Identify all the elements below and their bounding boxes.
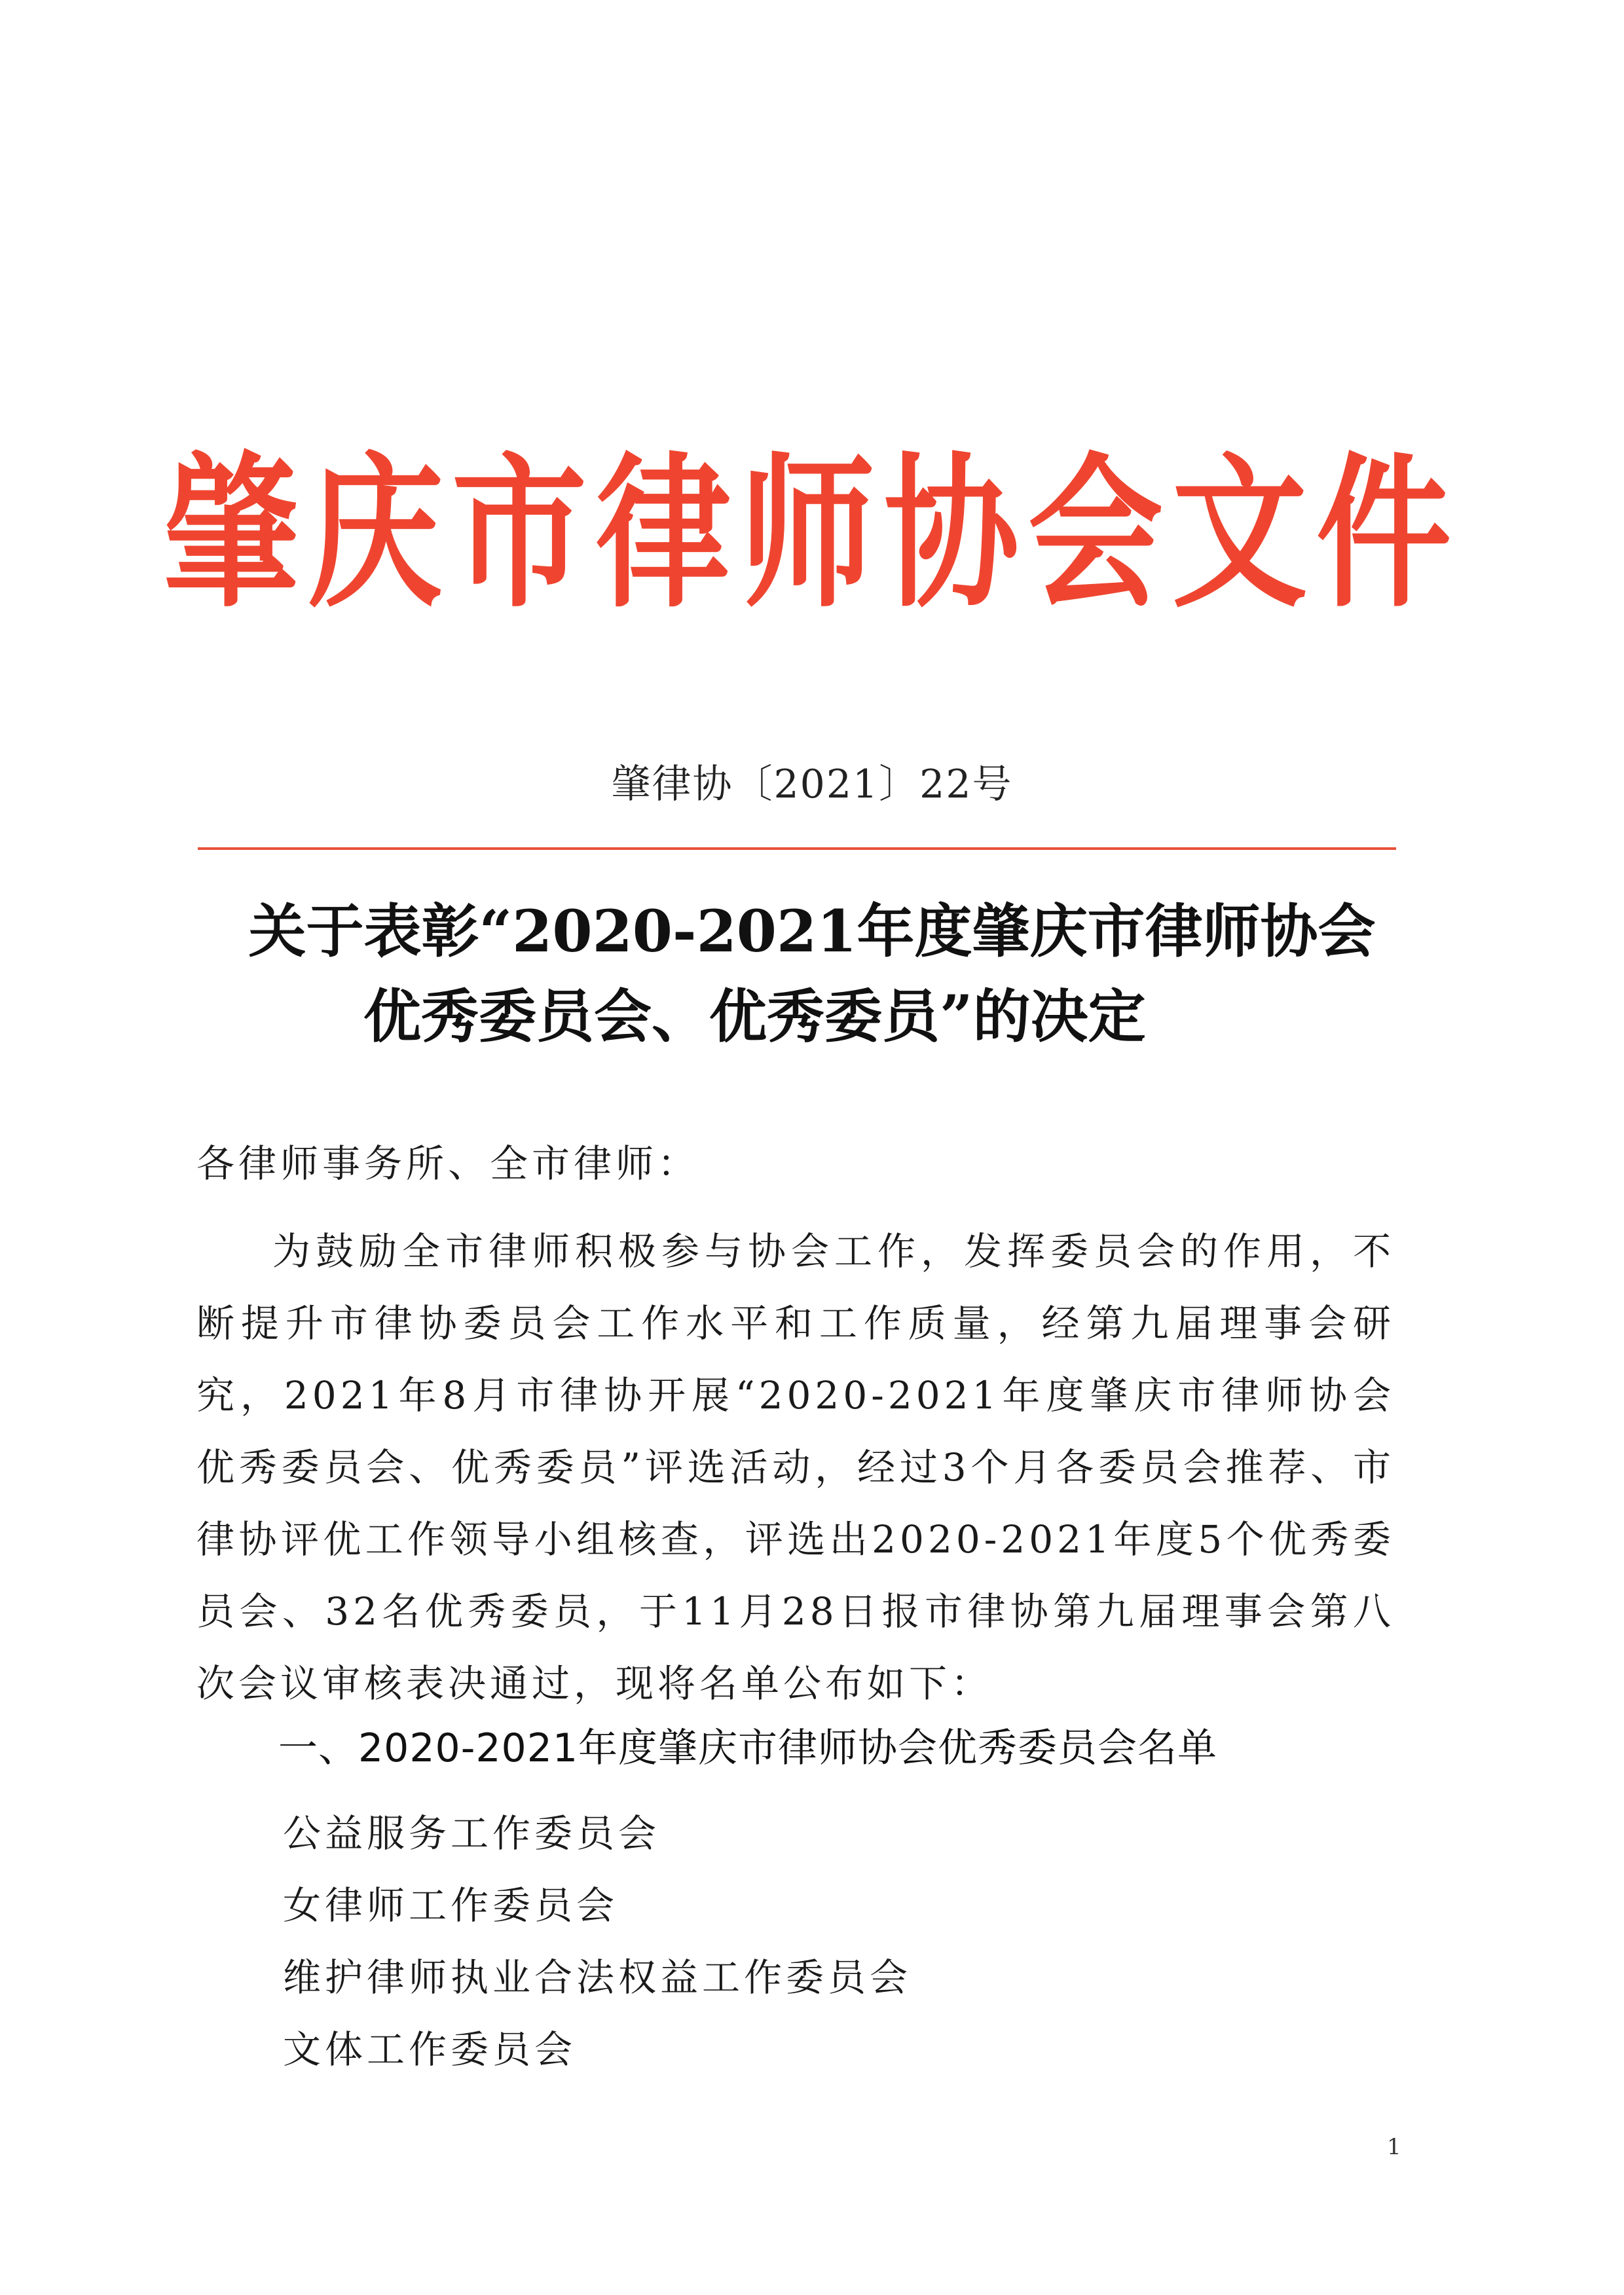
list-item: 女律师工作委员会 <box>283 1883 619 1928</box>
section-heading: 一、2020-2021年度肇庆市律师协会优秀委员会名单 <box>278 1725 1218 1771</box>
salutation: 各律师事务所、全市律师： <box>196 1141 700 1186</box>
document-header-title: 肇庆市律师协会文件 <box>163 438 1460 631</box>
committee-list <box>283 1797 912 2085</box>
document-title-line-1: 关于表彰“2020-2021年度肇庆市律师协会 <box>248 897 1376 965</box>
list-item: 公益服务工作委员会 <box>283 1811 661 1856</box>
list-item: 文体工作委员会 <box>283 2027 577 2072</box>
page-number: 1 <box>1387 2134 1401 2160</box>
body-paragraph: 为鼓励全市律师积极参与协会工作，发挥委员会的作用，不断提升市律协委员会工作水平和工作质量，经第九届理事会研究，2021年8月市律协开展“2020-2021年度肇庆市律师协会优秀委员会、优秀委员”评选活动，经过3个月各委员会推荐、市律协评优工作领导小组核查，评选出2020-2021年度5个优秀委员会、32名优秀委员，于11月28日报市律协第九届理事会第八次会议审核表决通过，现将名单公布如下： <box>196 1229 1395 1706</box>
document-title-line-2: 优秀委员会、优秀委员”的决定 <box>363 982 1146 1050</box>
list-item: 维护律师执业合法权益工作委员会 <box>283 1955 912 2000</box>
header-divider <box>198 847 1396 850</box>
document-number: 肇律协〔2021〕22号 <box>611 762 1013 807</box>
